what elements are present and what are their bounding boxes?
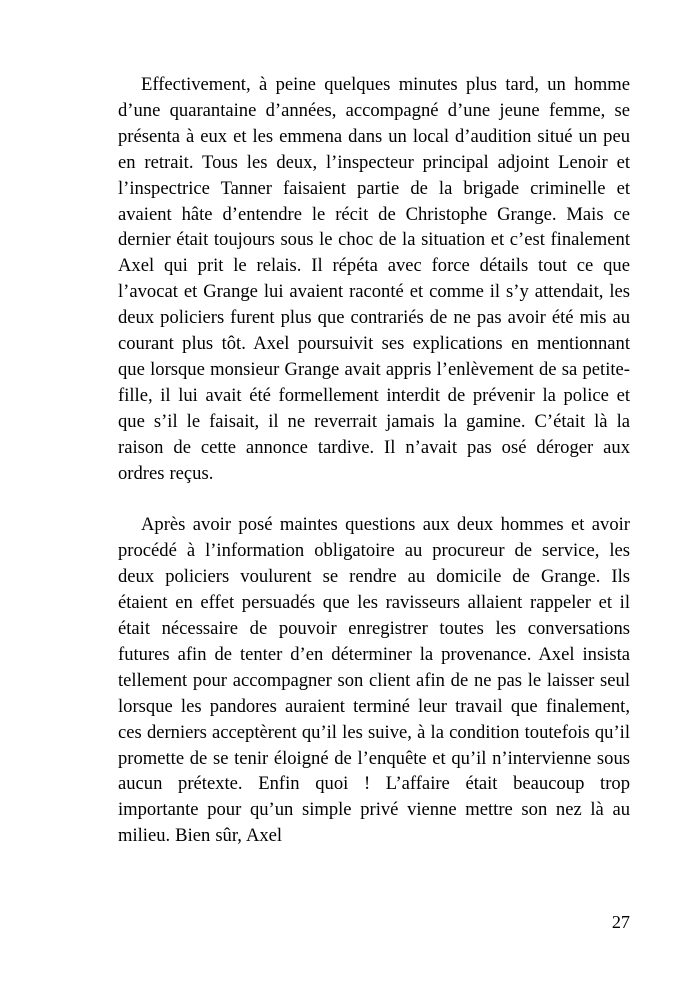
body-paragraph-2: Après avoir posé maintes questions aux deux hommes et avoir procédé à l’information obligatoire au procureur de service, les deux policiers voulurent se rendre au domicile de Grange. Ils étaient en effet persuadés que les ravisseurs allaient rappeler et il était nécessaire de pouvoir enregistrer toutes les conversations futures afin de tenter d’en déterminer la provenance. Axel insista tellement pour accompagner son client afin de ne pas le laisser seul lorsque les pandores auraient terminé leur travail que finalement, ces derniers acceptèrent qu’il les suive, à la condition toutefois qu’il promette de se tenir éloigné de l’enquête et qu’il n’intervienne sous aucun prétexte. Enfin quoi ! L’affaire était beaucoup trop importante pour qu’un simple privé vienne mettre son nez là au milieu. Bien sûr, Axel [118,514,630,847]
page-number: 27 [611,912,630,932]
page-text-body [118,72,630,849]
body-paragraph-1: Effectivement, à peine quelques minutes plus tard, un homme d’une quarantaine d’années, accompagné d’une jeune femme, se présenta à eux et les emmena dans un local d’audition situé un peu en retrait. Tous les deux, l’inspecteur principal adjoint Lenoir et l’inspectrice Tanner faisaient partie de la brigade criminelle et avaient hâte d’entendre le récit de Christophe Grange. Mais ce dernier était toujours sous le choc de la situation et c’est finalement Axel qui prit le relais. Il répéta avec force détails tout ce que l’avocat et Grange lui avaient raconté et comme il s’y attendait, les deux policiers furent plus que contrariés de ne pas avoir été mis au courant plus tôt. Axel poursuivit ses explications en mentionnant que lorsque monsieur Grange avait appris l’enlèvement de sa petite-fille, il lui avait été formellement interdit de prévenir la police et que s’il le faisait, il ne reverrait jamais la gamine. C’était là la raison de cette annonce tardive. Il n’avait pas osé déroger aux ordres reçus. [118,74,630,484]
